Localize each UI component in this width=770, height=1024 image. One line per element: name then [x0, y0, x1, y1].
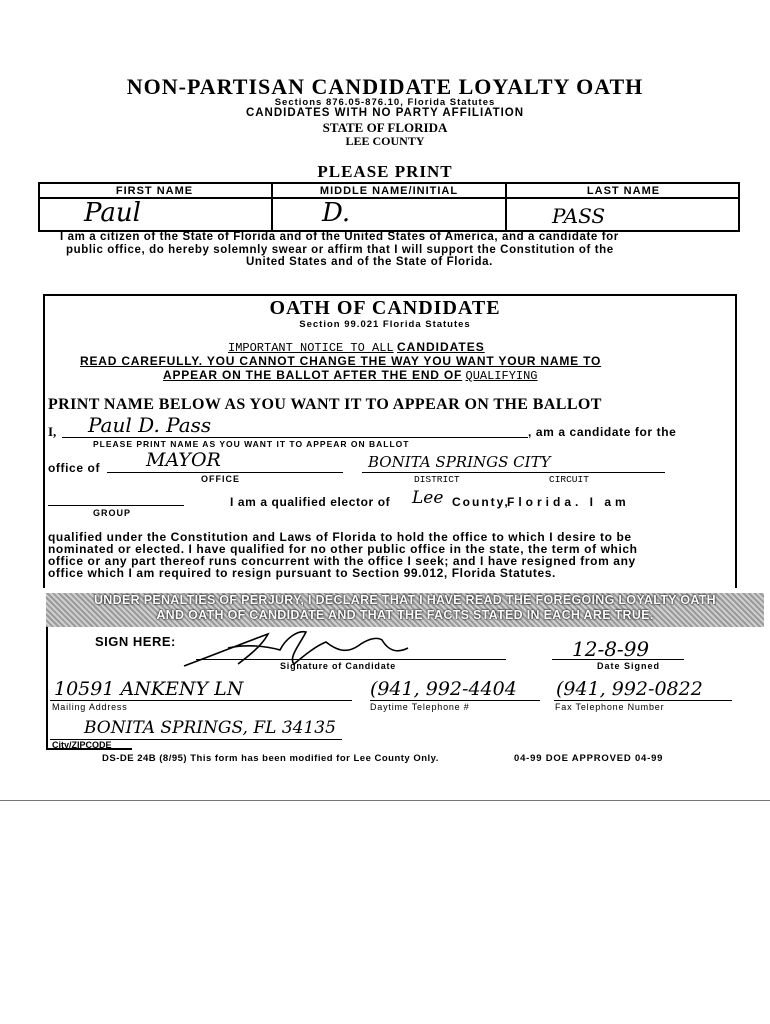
oath-paragraph-line4: office which I am required to resign pursuant to Section 99.012, Florida Statutes.: [48, 566, 556, 580]
office-field[interactable]: MAYOR: [146, 449, 221, 471]
read-line2-text: APPEAR ON THE BALLOT AFTER THE END OF: [163, 368, 463, 382]
am-candidate-text: , am a candidate for the: [528, 425, 677, 439]
county-field[interactable]: Lee: [412, 488, 444, 508]
middle-name-field[interactable]: D.: [322, 198, 351, 228]
daytime-phone-caption: Daytime Telephone #: [370, 702, 470, 712]
daytime-phone-field[interactable]: (941, 992-4404: [370, 678, 517, 700]
first-name-label: FIRST NAME: [115, 185, 194, 197]
loyalty-text-line1: I am a citizen of the State of Florida and of the United States of America, and a candidate for: [60, 231, 619, 243]
important-notice: [228, 340, 485, 355]
ballot-name-caption: PLEASE PRINT NAME AS YOU WANT IT TO APPEAR ON BALLOT: [93, 439, 410, 449]
perjury-banner: [46, 593, 764, 627]
fax-phone-caption: Fax Telephone Number: [555, 702, 665, 712]
date-signed-field[interactable]: 12-8-99: [572, 637, 650, 661]
oath-paragraph-line1: qualified under the Constitution and Laws of Florida to hold the office to which I desire to be: [48, 530, 632, 544]
perjury-line1: UNDER PENALTIES OF PERJURY, I DECLARE THAT I HAVE READ THE FOREGOING LOYALTY OATH: [93, 593, 717, 607]
oath-title: OATH OF CANDIDATE: [269, 297, 501, 319]
qualified-elector-text: I am a qualified elector of: [230, 495, 391, 509]
loyalty-text-line2: public office, do hereby solemnly swear or affirm that I will support the Constitution of the: [66, 244, 614, 256]
district-field[interactable]: BONITA SPRINGS CITY: [368, 453, 551, 471]
oath-paragraph-line2: nominated or elected. I have qualified for no other public office in the state, the term of which: [48, 542, 638, 556]
page-divider: [0, 800, 770, 801]
first-name-field[interactable]: Paul: [84, 198, 141, 228]
district-caption: DISTRICT: [414, 474, 460, 485]
last-name-label: LAST NAME: [586, 185, 661, 197]
ballot-name-field[interactable]: Paul D. Pass: [88, 413, 212, 437]
circuit-caption: CIRCUIT: [549, 474, 589, 485]
loyalty-text-line3: United States and of the State of Florida.: [246, 256, 493, 268]
fax-phone-field[interactable]: (941, 992-0822: [556, 678, 703, 700]
middle-name-label: MIDDLE NAME/INITIAL: [319, 185, 459, 197]
date-signed-caption: Date Signed: [597, 661, 661, 671]
office-of-text: office of: [48, 461, 101, 475]
read-line2-qualifying: QUALIFYING: [465, 369, 538, 383]
important-candidates: CANDIDATES: [396, 340, 485, 354]
oath-box-top: [43, 294, 737, 296]
important-notice-text: IMPORTANT NOTICE TO ALL: [228, 341, 394, 355]
group-caption: GROUP: [93, 508, 132, 518]
signature-caption: Signature of Candidate: [280, 661, 397, 671]
county-heading: LEE COUNTY: [345, 134, 425, 148]
oath-section: Section 99.021 Florida Statutes: [299, 319, 471, 330]
oath-paragraph-line3: office or any part thereof runs concurrent with the office I seek; and I have resigned from any: [48, 554, 636, 568]
i-prefix: I,: [48, 424, 57, 439]
form-subtitle: CANDIDATES WITH NO PARTY AFFILIATION: [245, 107, 525, 119]
approval-note: 04-99 DOE APPROVED 04-99: [514, 753, 664, 764]
county-word: County,: [452, 495, 510, 509]
mailing-address-field[interactable]: 10591 ANKENY LN: [54, 678, 244, 700]
read-carefully-line1: READ CAREFULLY. YOU CANNOT CHANGE THE WAY YOU WANT YOUR NAME TO: [80, 354, 602, 368]
office-caption: OFFICE: [201, 474, 240, 484]
last-name-field[interactable]: PASS: [552, 204, 606, 228]
city-zip-field[interactable]: BONITA SPRINGS, FL 34135: [84, 718, 336, 738]
read-carefully-line2: [163, 368, 538, 383]
form-note: DS-DE 24B (8/95) This form has been modified for Lee County Only.: [102, 753, 439, 764]
florida-word: Florida. I am: [507, 495, 630, 509]
please-print-heading: PLEASE PRINT: [317, 162, 453, 181]
print-name-heading: PRINT NAME BELOW AS YOU WANT IT TO APPEAR ON THE BALLOT: [48, 396, 602, 413]
form-title: NON-PARTISAN CANDIDATE LOYALTY OATH: [126, 74, 644, 99]
city-zip-caption: City/ZIPCODE: [52, 740, 112, 750]
mailing-address-caption: Mailing Address: [52, 702, 128, 712]
sign-here-label: SIGN HERE:: [95, 634, 176, 649]
state-heading: STATE OF FLORIDA: [322, 120, 448, 135]
statute-sections: Sections 876.05-876.10, Florida Statutes: [274, 97, 496, 108]
perjury-line2: AND OATH OF CANDIDATE AND THAT THE FACTS STATED IN EACH ARE TRUE.: [156, 608, 654, 622]
